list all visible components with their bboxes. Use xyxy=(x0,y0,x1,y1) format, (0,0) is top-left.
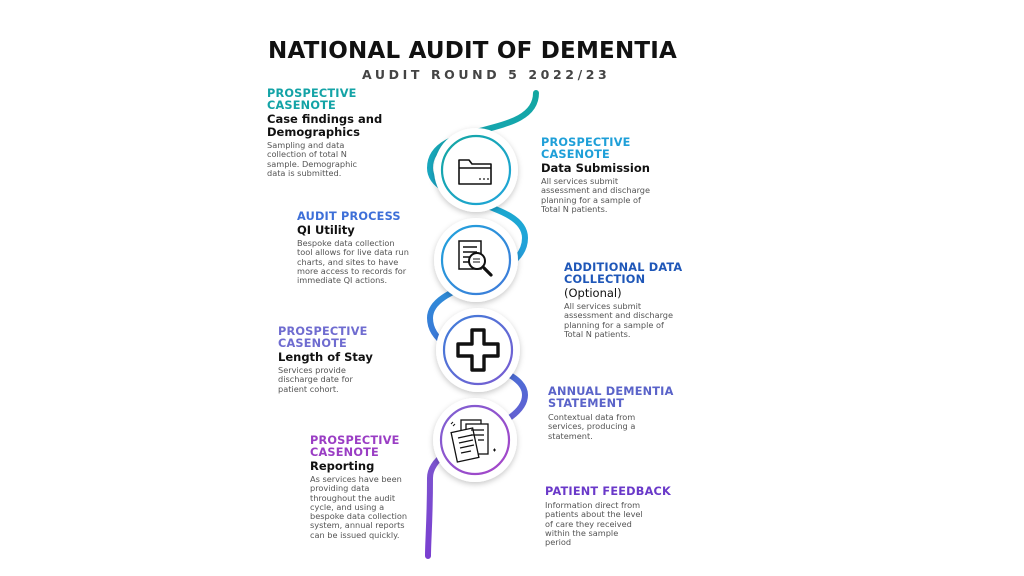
step-category: PROSPECTIVE CASENOTE xyxy=(541,136,631,161)
step-case-findings xyxy=(267,88,437,178)
step-description: All services submit assessment and discharge planning for a sample of Total N patients. xyxy=(564,301,674,339)
step-description: Bespoke data collection tool allows for live data run charts, and sites to have more access to records for immediate QI actions. xyxy=(297,238,409,286)
step-reporting xyxy=(310,435,440,540)
step-heading: Length of Stay xyxy=(278,350,373,364)
step-category: ANNUAL DEMENTIA STATEMENT xyxy=(548,385,674,410)
step-description: All services submit assessment and discharge planning for a sample of Total N patients. xyxy=(541,176,651,214)
page-title: NATIONAL AUDIT OF DEMENTIA xyxy=(268,38,678,64)
step-heading: Case findings and Demographics xyxy=(267,112,383,139)
step-annual-dementia-statement xyxy=(548,386,708,441)
step-description: Contextual data from services, producing a statement. xyxy=(548,412,636,441)
step-category: PATIENT FEEDBACK xyxy=(545,485,671,498)
step-heading: (Optional) xyxy=(564,286,622,300)
step-patient-feedback xyxy=(545,486,705,547)
step-heading: Reporting xyxy=(310,459,375,473)
step-category: PROSPECTIVE CASENOTE xyxy=(278,325,368,350)
step-length-of-stay xyxy=(278,326,428,394)
step-description: Sampling and data collection of total N sample. Demographic data is submitted. xyxy=(267,140,358,178)
step-heading: QI Utility xyxy=(297,223,355,237)
step-data-submission xyxy=(541,137,701,214)
step-category: PROSPECTIVE CASENOTE xyxy=(267,87,357,112)
step-qi-utility xyxy=(297,211,447,285)
step-description: Information direct from patients about the level of care they received within the sample period xyxy=(545,500,643,548)
step-description: Services provide discharge date for patient cohort. xyxy=(278,365,353,394)
step-circle-1 xyxy=(434,128,518,212)
page-subtitle: AUDIT ROUND 5 2022/23 xyxy=(362,67,611,82)
step-category: AUDIT PROCESS xyxy=(297,210,401,223)
step-heading: Data Submission xyxy=(541,161,650,175)
step-additional-data xyxy=(564,262,714,339)
step-category: PROSPECTIVE CASENOTE xyxy=(310,434,400,459)
step-category: ADDITIONAL DATA COLLECTION xyxy=(564,261,683,286)
step-description: As services have been providing data throughout the audit cycle, and using a bespoke data collection system, annual reports can be issued quickly. xyxy=(310,474,408,540)
